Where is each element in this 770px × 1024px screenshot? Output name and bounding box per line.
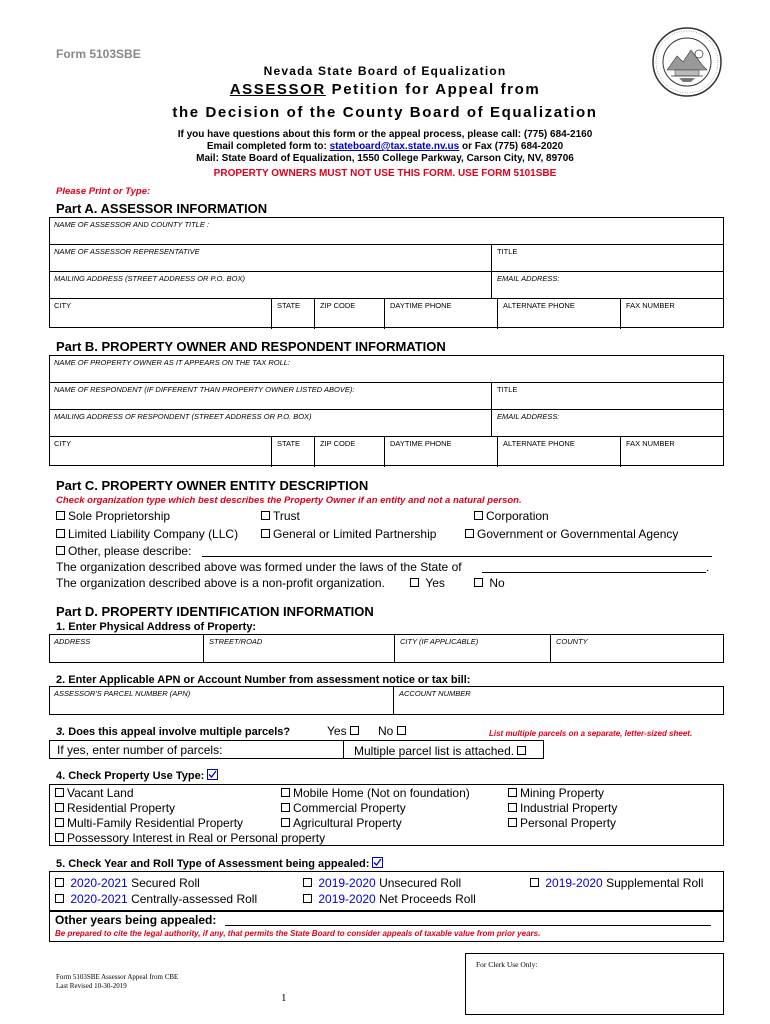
q3-no-label: No bbox=[378, 724, 394, 738]
address-table[interactable] bbox=[49, 634, 724, 663]
page-number: 1 bbox=[281, 992, 287, 1004]
supplemental-2019-checkbox[interactable] bbox=[530, 878, 539, 887]
mobile-label: Mobile Home (Not on foundation) bbox=[293, 786, 470, 800]
alt-phone-label: ALTERNATE PHONE bbox=[503, 301, 575, 310]
mobile-option[interactable] bbox=[281, 786, 470, 800]
personal-option[interactable] bbox=[508, 816, 616, 830]
corporation-option[interactable] bbox=[474, 509, 549, 523]
email-link[interactable]: stateboard@tax.state.nv.us bbox=[329, 141, 460, 152]
checked-checkbox-icon bbox=[207, 769, 218, 780]
trust-option[interactable] bbox=[261, 509, 300, 523]
industrial-label: Industrial Property bbox=[520, 801, 618, 815]
respondent-phone-label: DAYTIME PHONE bbox=[390, 439, 452, 448]
personal-checkbox[interactable] bbox=[508, 818, 517, 827]
commercial-option[interactable] bbox=[281, 801, 406, 815]
parcel-list-label: Multiple parcel list is attached. bbox=[354, 744, 515, 758]
mail-address: Mail: State Board of Equalization, 1550 College Parkway, Carson City, NV, 89706 bbox=[196, 153, 574, 164]
part-c-instruction: Check organization type which best describes the Property Owner if an entity and not a natural person. bbox=[56, 495, 522, 506]
respondent-row bbox=[50, 383, 723, 410]
corporation-checkbox[interactable] bbox=[474, 511, 483, 520]
property-use-box bbox=[49, 784, 724, 846]
llc-checkbox[interactable] bbox=[56, 529, 65, 538]
q3-yes-option[interactable] bbox=[327, 724, 362, 738]
title-underlined: ASSESSOR bbox=[229, 81, 326, 98]
nonprofit-yes-option[interactable] bbox=[410, 576, 445, 590]
commercial-label: Commercial Property bbox=[293, 801, 406, 815]
fax-label: FAX NUMBER bbox=[626, 301, 675, 310]
q4-label bbox=[56, 769, 218, 782]
part-a-title: Part A. ASSESSOR INFORMATION bbox=[56, 201, 268, 216]
supplemental-2019-year: 2019-2020 bbox=[545, 876, 603, 890]
vacant-label: Vacant Land bbox=[67, 786, 134, 800]
central-2020-checkbox[interactable] bbox=[55, 894, 64, 903]
city-applicable-label: CITY (IF APPLICABLE) bbox=[400, 637, 479, 646]
agricultural-option[interactable] bbox=[281, 816, 402, 830]
other-option[interactable] bbox=[56, 544, 191, 558]
sole-label: Sole Proprietorship bbox=[68, 509, 171, 523]
partnership-option[interactable] bbox=[261, 527, 436, 541]
nonprofit-no-checkbox[interactable] bbox=[474, 578, 483, 587]
email-line bbox=[0, 141, 770, 152]
apn-label: ASSESSOR'S PARCEL NUMBER (APN) bbox=[54, 689, 191, 698]
legal-note: Be prepared to cite the legal authority, if any, that permits the State Board to consider appeals of taxable value from prior years. bbox=[55, 929, 541, 938]
unsecured-2019-checkbox[interactable] bbox=[303, 878, 312, 887]
form-number: Form 5103SBE bbox=[56, 47, 141, 61]
parcels-divider bbox=[343, 741, 344, 758]
sole-option[interactable] bbox=[56, 509, 170, 523]
netproceeds-2019-checkbox[interactable] bbox=[303, 894, 312, 903]
supplemental-2019-option[interactable] bbox=[530, 876, 703, 890]
parcels-count-label: If yes, enter number of parcels: bbox=[57, 743, 223, 757]
vacant-option[interactable] bbox=[55, 786, 134, 800]
residential-option[interactable] bbox=[55, 801, 175, 815]
agricultural-label: Agricultural Property bbox=[293, 816, 402, 830]
trust-label: Trust bbox=[273, 509, 300, 523]
respondent-alt-phone-label: ALTERNATE PHONE bbox=[503, 439, 575, 448]
central-2020-year: 2020-2021 bbox=[70, 892, 128, 906]
assessor-rep-row bbox=[50, 245, 723, 272]
agricultural-checkbox[interactable] bbox=[281, 818, 290, 827]
llc-option[interactable] bbox=[56, 527, 238, 541]
secured-2020-label: Secured Roll bbox=[127, 876, 200, 890]
part-d-title: Part D. PROPERTY IDENTIFICATION INFORMATION bbox=[56, 604, 374, 619]
part-b-table bbox=[49, 355, 724, 466]
formed-under-label: The organization described above was formed under the laws of the State of bbox=[56, 560, 462, 574]
please-print-note: Please Print or Type: bbox=[56, 186, 151, 197]
rep-label: NAME OF ASSESSOR REPRESENTATIVE bbox=[54, 247, 200, 256]
street-label: STREET/ROAD bbox=[209, 637, 263, 646]
possessory-label: Possessory Interest in Real or Personal property bbox=[67, 831, 326, 845]
other-years-line[interactable] bbox=[225, 925, 711, 926]
q3-question bbox=[56, 726, 290, 738]
county-label: COUNTY bbox=[556, 637, 588, 646]
unsecured-2019-option[interactable] bbox=[303, 876, 461, 890]
q3-no-option[interactable] bbox=[378, 724, 409, 738]
respondent-email-label: EMAIL ADDRESS: bbox=[497, 412, 560, 421]
nonprofit-no-label: No bbox=[489, 576, 505, 590]
phone-label: DAYTIME PHONE bbox=[390, 301, 452, 310]
respondent-mailing-label: MAILING ADDRESS OF RESPONDENT (STREET ADDRESS OR P.O. BOX) bbox=[54, 412, 312, 421]
respondent-title-label: TITLE bbox=[497, 385, 518, 394]
secured-2020-year: 2020-2021 bbox=[70, 876, 128, 890]
mining-checkbox[interactable] bbox=[508, 788, 517, 797]
q5-text: 5. Check Year and Roll Type of Assessment being appealed: bbox=[56, 858, 370, 870]
q3-text: Does this appeal involve multiple parcels? bbox=[65, 726, 291, 738]
q2-label: 2. Enter Applicable APN or Account Number from assessment notice or tax bill: bbox=[56, 674, 471, 686]
netproceeds-2019-year: 2019-2020 bbox=[318, 892, 376, 906]
fax-text: or Fax (775) 684-2020 bbox=[459, 141, 564, 152]
nonprofit-yes-checkbox[interactable] bbox=[410, 578, 419, 587]
q3-yes-label: Yes bbox=[327, 724, 347, 738]
industrial-checkbox[interactable] bbox=[508, 803, 517, 812]
respondent-label: NAME OF RESPONDENT (IF DIFFERENT THAN PROPERTY OWNER LISTED ABOVE): bbox=[54, 385, 355, 394]
central-2020-label: Centrally-assessed Roll bbox=[127, 892, 258, 906]
zip-label: ZIP CODE bbox=[320, 301, 356, 310]
government-label: Government or Governmental Agency bbox=[477, 527, 679, 541]
owner-name-field[interactable] bbox=[50, 356, 723, 383]
respondent-city-row bbox=[50, 437, 723, 467]
other-years-box bbox=[49, 911, 724, 942]
q4-text: 4. Check Property Use Type: bbox=[56, 770, 205, 782]
government-option[interactable] bbox=[465, 527, 678, 541]
footer-form-name: Form 5103SBE Assessor Appeal from CBE bbox=[56, 973, 179, 981]
parcel-list-checkbox[interactable] bbox=[517, 746, 526, 755]
part-a-table bbox=[49, 217, 724, 328]
agency-name: Nevada State Board of Equalization bbox=[263, 64, 507, 78]
contact-question: If you have questions about this form or the appeal process, please call: (775) 684-2160 bbox=[177, 129, 593, 140]
unsecured-2019-label: Unsecured Roll bbox=[375, 876, 462, 890]
nonprofit-label: The organization described above is a non-profit organization. bbox=[56, 576, 385, 590]
form-title bbox=[0, 81, 770, 98]
other-years-label: Other years being appealed: bbox=[55, 913, 217, 927]
apn-table[interactable] bbox=[49, 686, 724, 715]
central-2020-option[interactable] bbox=[55, 892, 257, 906]
q3-note: List multiple parcels on a separate, letter-sized sheet. bbox=[489, 729, 693, 738]
trust-checkbox[interactable] bbox=[261, 511, 270, 520]
respondent-fax-label: FAX NUMBER bbox=[626, 439, 675, 448]
warning-text: PROPERTY OWNERS MUST NOT USE THIS FORM. USE FORM 5101SBE bbox=[213, 168, 557, 179]
secured-2020-checkbox[interactable] bbox=[55, 878, 64, 887]
possessory-checkbox[interactable] bbox=[55, 833, 64, 842]
mining-option[interactable] bbox=[508, 786, 604, 800]
state-label: STATE bbox=[277, 301, 301, 310]
possessory-option[interactable] bbox=[55, 831, 325, 845]
parcels-table bbox=[49, 740, 544, 759]
q3-number: 3. bbox=[56, 726, 66, 738]
email-prefix: Email completed form to: bbox=[206, 141, 330, 152]
footer-revised: Last Revised 10-30-2019 bbox=[56, 982, 127, 990]
state-formed-line[interactable] bbox=[482, 572, 706, 573]
checked-checkbox-icon bbox=[372, 857, 383, 868]
q1-label: 1. Enter Physical Address of Property: bbox=[56, 621, 257, 633]
secured-2020-option[interactable] bbox=[55, 876, 200, 890]
partnership-checkbox[interactable] bbox=[261, 529, 270, 538]
assessor-name-label: NAME OF ASSESSOR AND COUNTY TITLE : bbox=[54, 220, 210, 229]
clerk-use-label: For Clerk Use Only: bbox=[476, 960, 538, 969]
sole-checkbox[interactable] bbox=[56, 511, 65, 520]
clerk-use-box bbox=[465, 953, 724, 1015]
formed-under-period: . bbox=[706, 560, 710, 574]
vacant-checkbox[interactable] bbox=[55, 788, 64, 797]
multifamily-checkbox[interactable] bbox=[55, 818, 64, 827]
personal-label: Personal Property bbox=[520, 816, 617, 830]
city-label: CITY bbox=[54, 301, 72, 310]
multifamily-label: Multi-Family Residential Property bbox=[67, 816, 244, 830]
q5-label bbox=[56, 857, 383, 870]
commercial-checkbox[interactable] bbox=[281, 803, 290, 812]
parcel-list-option[interactable] bbox=[354, 744, 529, 758]
multifamily-option[interactable] bbox=[55, 816, 243, 830]
industrial-option[interactable] bbox=[508, 801, 617, 815]
other-description-line[interactable] bbox=[202, 556, 712, 557]
nonprofit-no-option[interactable] bbox=[474, 576, 505, 590]
assessor-mailing-row bbox=[50, 272, 723, 299]
corporation-label: Corporation bbox=[486, 509, 549, 523]
title-rest: Petition for Appeal from bbox=[325, 81, 541, 98]
government-checkbox[interactable] bbox=[465, 529, 474, 538]
mobile-checkbox[interactable] bbox=[281, 788, 290, 797]
assessor-name-field[interactable] bbox=[50, 218, 723, 245]
email-label: EMAIL ADDRESS: bbox=[497, 274, 560, 283]
netproceeds-2019-option[interactable] bbox=[303, 892, 476, 906]
residential-label: Residential Property bbox=[67, 801, 176, 815]
address-label: ADDRESS bbox=[54, 637, 91, 646]
q3-no-checkbox[interactable] bbox=[397, 726, 406, 735]
respondent-state-label: STATE bbox=[277, 439, 301, 448]
respondent-zip-label: ZIP CODE bbox=[320, 439, 356, 448]
part-c-title: Part C. PROPERTY OWNER ENTITY DESCRIPTION bbox=[56, 478, 369, 493]
respondent-mailing-row bbox=[50, 410, 723, 437]
assessor-city-row bbox=[50, 299, 723, 329]
unsecured-2019-year: 2019-2020 bbox=[318, 876, 376, 890]
other-checkbox[interactable] bbox=[56, 546, 65, 555]
llc-label: Limited Liability Company (LLC) bbox=[68, 527, 239, 541]
nonprofit-yes-label: Yes bbox=[425, 576, 445, 590]
roll-type-box bbox=[49, 871, 724, 911]
respondent-city-label: CITY bbox=[54, 439, 72, 448]
other-label: Other, please describe: bbox=[68, 544, 192, 558]
mining-label: Mining Property bbox=[520, 786, 605, 800]
partnership-label: General or Limited Partnership bbox=[273, 527, 437, 541]
part-b-title: Part B. PROPERTY OWNER AND RESPONDENT INFORMATION bbox=[56, 339, 446, 354]
mailing-label: MAILING ADDRESS (STREET ADDRESS OR P.O. BOX) bbox=[54, 274, 246, 283]
q3-yes-checkbox[interactable] bbox=[350, 726, 359, 735]
form-subtitle: the Decision of the County Board of Equalization bbox=[172, 104, 598, 121]
residential-checkbox[interactable] bbox=[55, 803, 64, 812]
supplemental-2019-label: Supplemental Roll bbox=[602, 876, 704, 890]
title-label: TITLE bbox=[497, 247, 518, 256]
netproceeds-2019-label: Net Proceeds Roll bbox=[375, 892, 476, 906]
owner-name-label: NAME OF PROPERTY OWNER AS IT APPEARS ON THE TAX ROLL: bbox=[54, 358, 291, 367]
account-label: ACCOUNT NUMBER bbox=[399, 689, 471, 698]
